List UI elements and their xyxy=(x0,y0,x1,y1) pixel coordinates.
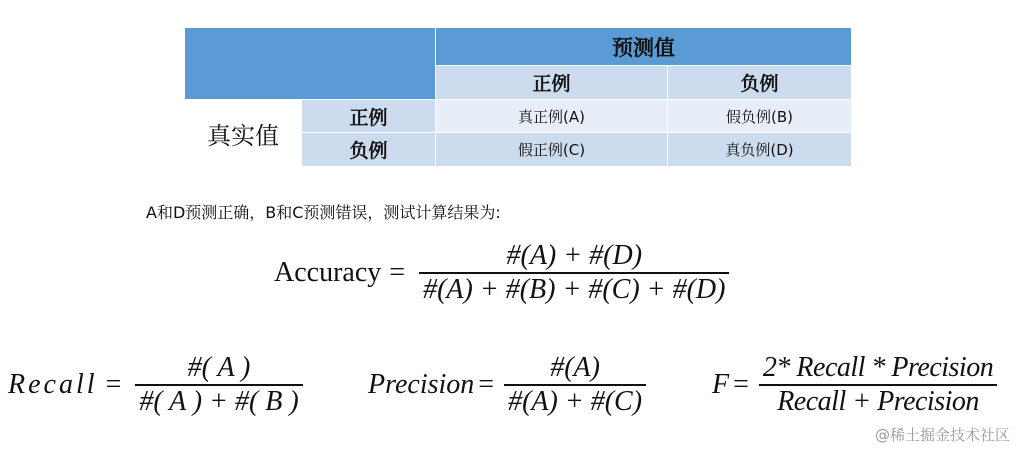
accuracy-formula xyxy=(274,240,735,306)
precision-lhs: Precision xyxy=(368,368,475,400)
actual-label: 真实值 xyxy=(185,100,301,166)
recall-lhs: Recall xyxy=(8,368,98,400)
f-denominator: Recall + Precision xyxy=(777,385,979,417)
accuracy-lhs: Accuracy xyxy=(274,256,382,288)
precision-fraction xyxy=(504,352,646,418)
watermark: @稀土掘金技术社区 xyxy=(874,426,1010,444)
cell-true-negative: 真负例(D) xyxy=(668,133,851,166)
f-fraction xyxy=(759,352,997,418)
recall-denominator: #( A ) + #( B ) xyxy=(139,385,299,417)
recall-fraction xyxy=(135,352,302,418)
recall-numerator: #( A ) xyxy=(187,352,251,383)
accuracy-fraction xyxy=(419,240,729,306)
recall-formula xyxy=(8,352,309,418)
accuracy-numerator: #(A) + #(D) xyxy=(506,240,643,271)
actual-positive-header: 正例 xyxy=(302,100,435,132)
equals-sign: = xyxy=(105,368,122,400)
accuracy-denominator: #(A) + #(B) + #(C) + #(D) xyxy=(423,273,726,305)
actual-negative-header: 负例 xyxy=(302,133,435,166)
f-numerator: 2* Recall * Precision xyxy=(762,352,994,383)
cell-false-positive: 假正例(C) xyxy=(436,133,667,166)
precision-formula xyxy=(368,352,652,418)
f-lhs: F xyxy=(712,368,730,400)
equals-sign: = xyxy=(478,368,495,400)
cell-false-negative: 假负例(B) xyxy=(668,100,851,132)
table-corner xyxy=(185,28,435,99)
precision-denominator: #(A) + #(C) xyxy=(508,385,643,417)
explanation-text: A和D预测正确，B和C预测错误，测试计算结果为: xyxy=(146,203,501,222)
precision-numerator: #(A) xyxy=(550,352,600,383)
cell-true-positive: 真正例(A) xyxy=(436,100,667,132)
f-score-formula xyxy=(712,352,1003,418)
pred-negative-header: 负例 xyxy=(668,66,851,99)
equals-sign: = xyxy=(389,256,406,288)
equals-sign: = xyxy=(733,368,749,400)
predicted-header: 预测值 xyxy=(436,28,851,65)
pred-positive-header: 正例 xyxy=(436,66,667,99)
confusion-matrix-table xyxy=(185,28,848,169)
